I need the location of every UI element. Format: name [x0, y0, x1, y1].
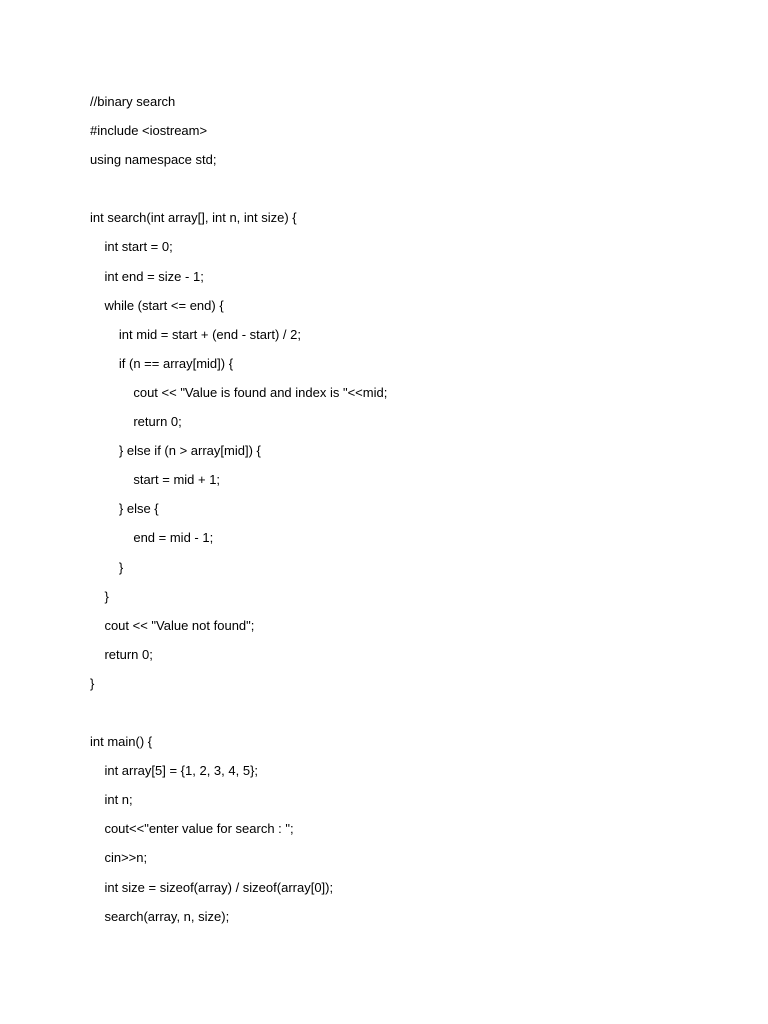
code-line: int end = size - 1;: [90, 268, 204, 284]
code-line: int main() {: [90, 734, 153, 750]
code-line: while (start <= end) {: [90, 297, 224, 313]
code-line: return 0;: [90, 414, 182, 430]
code-block: [90, 92, 730, 936]
code-line: }: [90, 675, 95, 691]
code-line: int n;: [90, 792, 133, 808]
code-line: cin>>n;: [90, 850, 148, 866]
code-line: int start = 0;: [90, 239, 173, 255]
code-line: int size = sizeof(array) / sizeof(array[0]);: [90, 879, 334, 895]
code-line: int mid = start + (end - start) / 2;: [90, 326, 301, 342]
code-line: cout << "Value is found and index is "<<mid;: [90, 384, 388, 400]
code-line: end = mid - 1;: [90, 530, 214, 546]
code-line: }: [90, 588, 109, 604]
code-line: using namespace std;: [90, 152, 217, 168]
code-line: cout << "Value not found";: [90, 617, 255, 633]
code-line: int array[5] = {1, 2, 3, 4, 5};: [90, 763, 259, 779]
code-line: }: [90, 559, 124, 575]
code-line: search(array, n, size);: [90, 908, 230, 924]
code-line: //binary search: [90, 94, 176, 109]
code-line: return 0;: [90, 646, 153, 662]
code-line: cout<<"enter value for search : ";: [90, 821, 294, 837]
blank-line: [90, 703, 730, 732]
code-line: start = mid + 1;: [90, 472, 221, 488]
code-line: #include <iostream>: [90, 123, 208, 139]
code-line: if (n == array[mid]) {: [90, 355, 234, 371]
code-line: } else if (n > array[mid]) {: [90, 443, 261, 459]
code-line: int search(int array[], int n, int size) {: [90, 210, 297, 226]
code-line: } else {: [90, 501, 159, 517]
blank-line: [90, 179, 730, 208]
